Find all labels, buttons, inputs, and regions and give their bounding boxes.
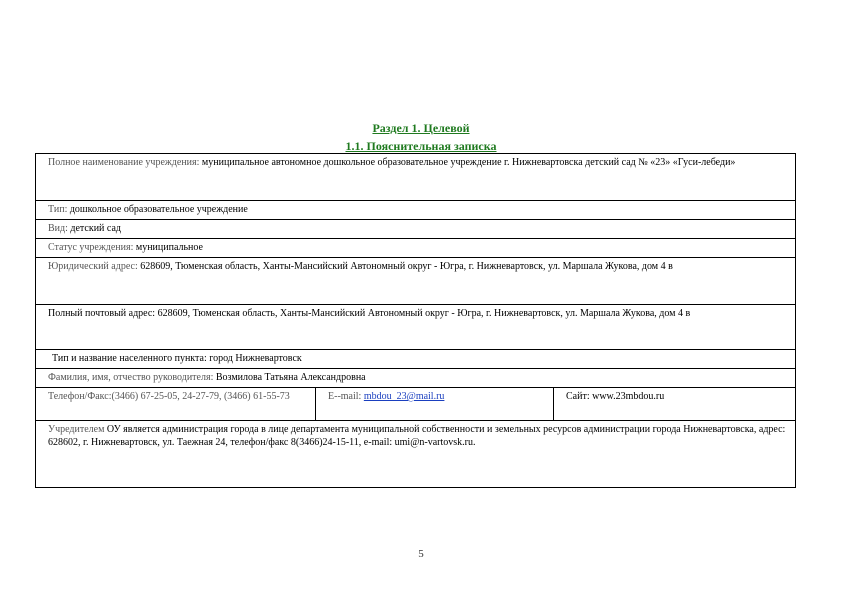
postal-address-text: Полный почтовый адрес: 628609, Тюменская область, Ханты-Мансийский Автономный округ - Югра, г. Нижневартовск, ул. Маршала Жукова, дом 4 в [48, 308, 691, 319]
cell-status [36, 239, 796, 258]
status-value: муниципальное [135, 242, 203, 253]
cell-legal-address [36, 258, 796, 305]
section-title: Раздел 1. Целевой [372, 121, 470, 135]
cell-postal-address [36, 305, 796, 350]
settlement-text: Тип и название населенного пункта: город Нижневартовск [52, 353, 302, 364]
site-text: Сайт: www.23mbdou.ru [566, 391, 665, 402]
cell-phone [36, 388, 316, 421]
type-label: Тип: [48, 204, 68, 215]
cell-kind [36, 220, 796, 239]
row-director [36, 369, 796, 388]
row-type [36, 201, 796, 220]
status-label: Статус учреждения: [48, 242, 134, 253]
legal-address-value: 628609, Тюменская область, Ханты-Мансийский Автономный округ - Югра, г. Нижневартовск, ул. Маршала Жукова, дом 4 в [140, 261, 673, 272]
cell-type [36, 201, 796, 220]
row-contacts [36, 388, 796, 421]
founder-value: ОУ является администрация города в лице департамента муниципальной собственности и земельных ресурсов администрации города Нижневартовска, адрес: 628602, г. Нижневартовск, ул. Таежная 24, телефон/факс 8(3466)24-15-11, e-mail: umi@n-vartovsk.ru. [48, 424, 786, 448]
row-founder [36, 421, 796, 488]
institution-info-table [35, 153, 796, 488]
email-link[interactable]: mbdou_23@mail.ru [363, 391, 445, 402]
cell-director [36, 369, 796, 388]
cell-founder [36, 421, 796, 488]
row-postal-address [36, 305, 796, 350]
type-value: дошкольное образовательное учреждение [69, 204, 248, 215]
cell-settlement [36, 350, 796, 369]
kind-value: детский сад [70, 223, 121, 234]
founder-label: Учредителем [48, 424, 105, 435]
row-full-name [36, 154, 796, 201]
email-label: E--mail: [328, 391, 362, 402]
director-label: Фамилия, имя, отчество руководителя: [48, 372, 214, 383]
cell-site [554, 388, 796, 421]
row-settlement [36, 350, 796, 369]
subsection-title: 1.1. Пояснительная записка [345, 139, 497, 153]
full-name-label: Полное наименование учреждения: [48, 157, 200, 168]
page-number: 5 [418, 548, 424, 560]
cell-full-name [36, 154, 796, 201]
cell-email [316, 388, 554, 421]
phone-text: Телефон/Факс:(3466) 67-25-05, 24-27-79, (3466) 61-55-73 [48, 391, 290, 402]
row-status [36, 239, 796, 258]
row-legal-address [36, 258, 796, 305]
row-kind [36, 220, 796, 239]
kind-label: Вид: [48, 223, 68, 234]
legal-address-label: Юридический адрес: [48, 261, 138, 272]
full-name-value: муниципальное автономное дошкольное образовательное учреждение г. Нижневартовска детский сад № «23» «Гуси-лебеди» [201, 157, 736, 168]
director-value: Возмилова Татьяна Александровна [215, 372, 366, 383]
